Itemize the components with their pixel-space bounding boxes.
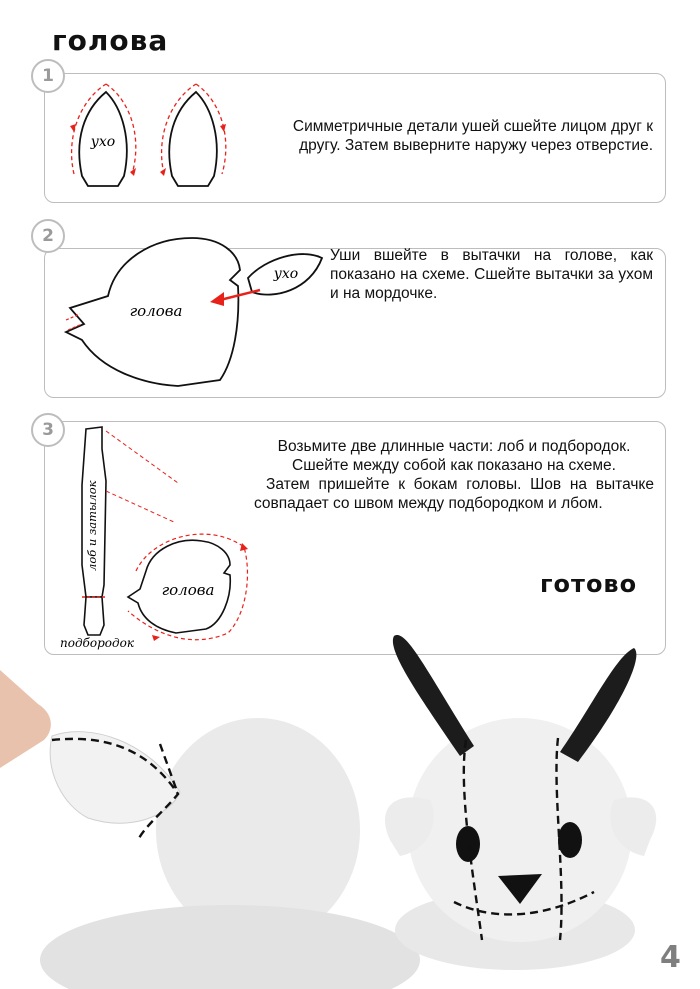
horn-right <box>560 648 636 762</box>
step-1-number: 1 <box>31 59 65 93</box>
chin-label: подбородок <box>60 636 135 650</box>
step-3-number: 3 <box>31 413 65 447</box>
head-label-step3: голова <box>161 581 215 599</box>
toy-photo-front <box>370 630 700 940</box>
head-label-step2: голова <box>129 302 183 320</box>
step-2-number: 2 <box>31 219 65 253</box>
horn-left <box>393 635 474 756</box>
step-2-text: Уши вшейте в вытачки на голове, как показано на схеме. Сшейте вытачки за ухом и на мордочке. <box>330 247 653 302</box>
step-3-assembly-diagram <box>56 425 266 655</box>
ear-piece-right <box>169 92 217 186</box>
step-1-text: Симметричные детали ушей сшейте лицом друг к другу. Затем выверните наружу через отверстие. <box>292 118 653 154</box>
done-label: готово <box>540 570 638 598</box>
ear-label-step2: ухо <box>273 266 299 282</box>
step-3-line-3: Затем пришейте к бокам головы. Шов на вытачке совпадает со швом между подбородком и лбом. <box>254 476 654 512</box>
ear-label-step1: ухо <box>90 134 116 150</box>
section-title: голова <box>52 24 169 57</box>
step-1-ear-diagram <box>60 80 230 195</box>
step-2-head-diagram <box>60 234 335 394</box>
chin-strip <box>84 597 104 635</box>
page-number: 4 <box>660 940 681 975</box>
forehead-label: лоб и затылок <box>85 480 99 571</box>
step-3-line-2: Сшейте между собой как показано на схеме. <box>292 457 616 474</box>
toy-photo-side <box>0 660 380 989</box>
step-3-line-1: Возьмите две длинные части: лоб и подбородок. <box>277 438 631 455</box>
